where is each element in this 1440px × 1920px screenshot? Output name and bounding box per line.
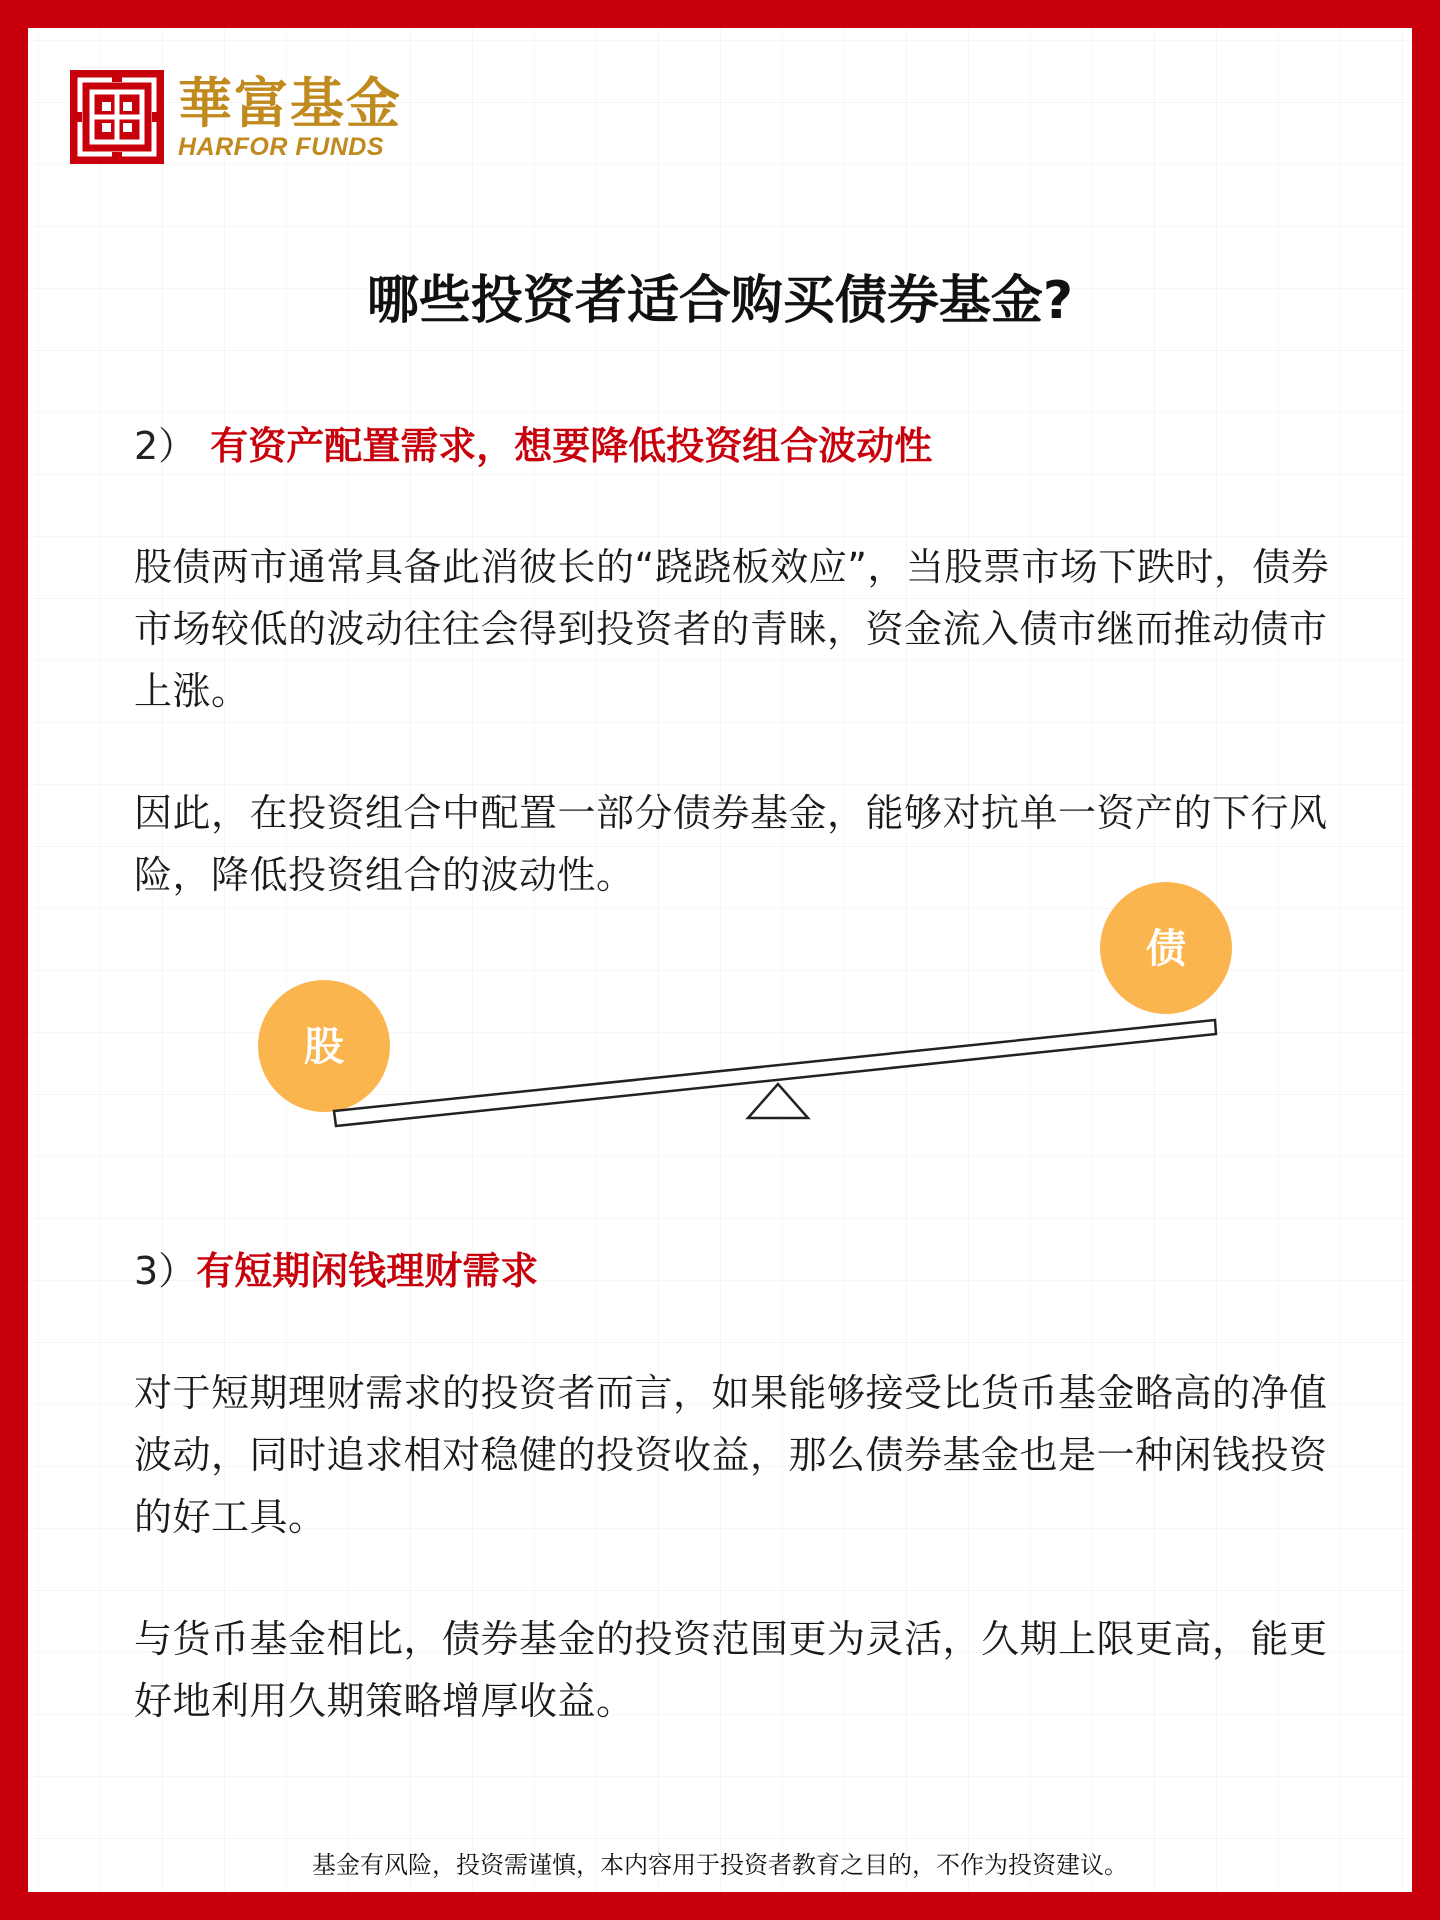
section-3-title: 有短期闲钱理财需求 xyxy=(196,1249,539,1293)
bond-label: 债 xyxy=(1146,926,1186,972)
seesaw-fulcrum xyxy=(748,1084,808,1118)
risk-disclaimer: 基金有风险，投资需谨慎，本内容用于投资者教育之目的，不作为投资建议。 xyxy=(312,1851,1128,1879)
section-2-paragraph-1: 股债两市通常具备此消彼长的“跷跷板效应”，当股票市场下跌时，债券市场较低的波动往往会得到投资者的青睐，资金流入债市继而推动债市上涨。 xyxy=(134,545,1330,713)
seesaw-illustration xyxy=(28,28,1440,1178)
page-title: 哪些投资者适合购买债券基金? xyxy=(366,271,1074,331)
section-3-paragraph-2: 与货币基金相比，债券基金的投资范围更为灵活，久期上限更高，能更好地利用久期策略增厚收益。 xyxy=(134,1617,1328,1723)
section-3-heading xyxy=(134,1246,538,1296)
section-3-number: 3） xyxy=(134,1249,197,1293)
section-3-paragraph-1: 对于短期理财需求的投资者而言，如果能够接受比货币基金略高的净值波动，同时追求相对稳健的投资收益，那么债券基金也是一种闲钱投资的好工具。 xyxy=(134,1371,1328,1539)
section-2-number: 2） xyxy=(134,424,197,468)
section-2-paragraph-2: 因此，在投资组合中配置一部分债券基金，能够对抗单一资产的下行风险，降低投资组合的波动性。 xyxy=(134,791,1328,897)
brand-name-en: HARFOR FUNDS xyxy=(178,133,384,161)
stock-label: 股 xyxy=(304,1024,344,1070)
section-2-title: 有资产配置需求，想要降低投资组合波动性 xyxy=(210,424,933,468)
brand-name-cn: 華富基金 xyxy=(178,71,402,135)
